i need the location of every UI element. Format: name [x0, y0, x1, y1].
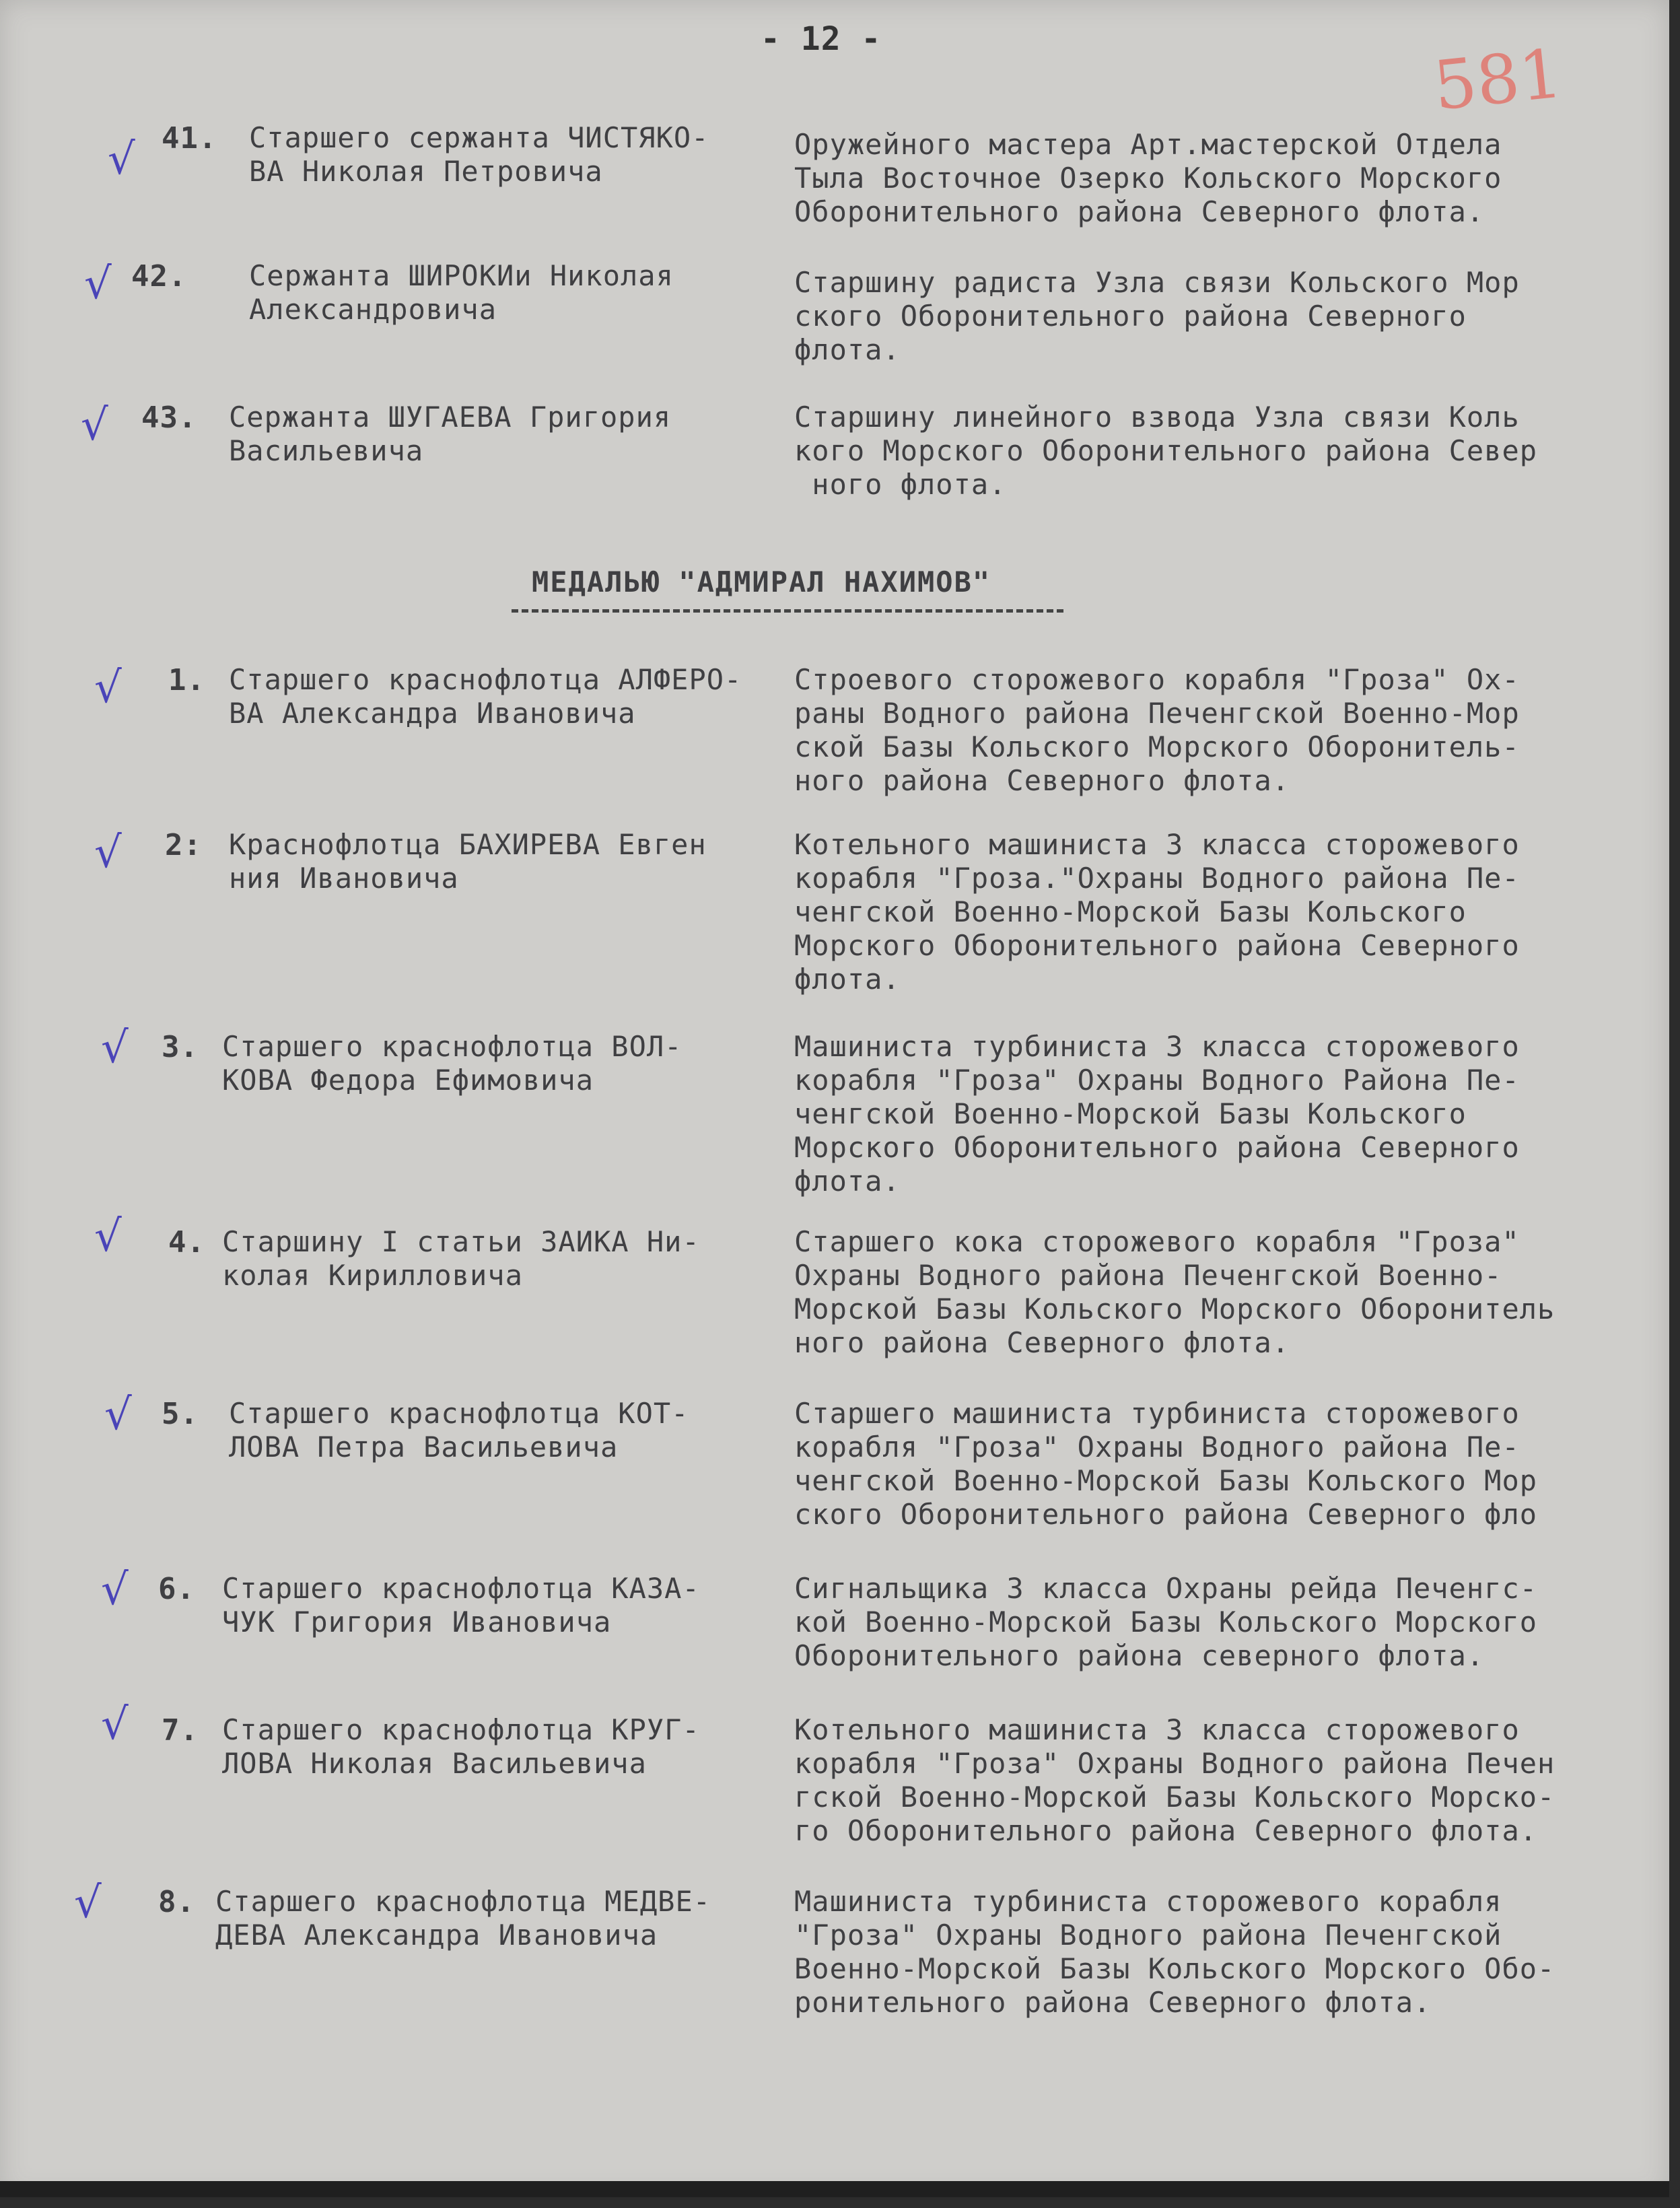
entry-number: 43.	[141, 401, 197, 435]
check-mark-icon: √	[84, 259, 112, 309]
check-mark-icon: √	[104, 1390, 132, 1440]
entry-name: Старшего краснофлотца КРУГ- ЛОВА Николая Васильевича	[222, 1713, 700, 1780]
entry-position: Сигнальщика 3 класса Охраны рейда Печенгс- кой Военно-Морской Базы Кольского Морского Оборонительного района северного флота.	[794, 1572, 1538, 1672]
entry-position: Котельного машиниста 3 класса сторожевого корабля "Гроза" Охраны Водного района Печен гской Военно-Морской Базы Кольского Морско- го Оборонительного района Северного флота.	[794, 1713, 1555, 1847]
entry-position: Котельного машиниста 3 класса сторожевого корабля "Гроза."Охраны Водного района Пе- ченгской Военно-Морской Базы Кольского Морского Оборонительного района Северного флота.	[794, 828, 1520, 996]
entry-name: Сержанта ШУГАЕВА Григория Васильевича	[229, 401, 672, 467]
entry-number: 2:	[165, 828, 202, 862]
entry-number: 6.	[158, 1572, 195, 1606]
check-mark-icon: √	[101, 1565, 129, 1615]
entry-number: 3.	[162, 1030, 199, 1064]
check-mark-icon: √	[101, 1023, 129, 1073]
entry-name: Старшего краснофлотца АЛФЕРО- ВА Александра Ивановича	[229, 663, 742, 730]
entry-position: Старшину радиста Узла связи Кольского Мор ского Оборонительного района Северного флота.	[794, 266, 1520, 366]
entry-position: Строевого сторожевого корабля "Гроза" Ох- раны Водного района Печенгской Военно-Мор ской Базы Кольского Морского Оборонитель- ного района Северного флота.	[794, 663, 1520, 797]
entry-name: Старшего краснофлотца ВОЛ- КОВА Федора Ефимовича	[222, 1030, 682, 1097]
check-mark-icon: √	[81, 401, 108, 450]
entry-number: 5.	[162, 1397, 199, 1431]
heading-underline	[512, 609, 1063, 613]
entry-name: Старшего краснофлотца МЕДВЕ- ДЕВА Александра Ивановича	[215, 1885, 711, 1952]
check-mark-icon: √	[94, 828, 122, 878]
entry-number: 8.	[158, 1885, 195, 1919]
check-mark-icon: √	[101, 1700, 129, 1750]
check-mark-icon: √	[94, 1212, 122, 1262]
entry-name: Старшину I статьи ЗАИКА Ни- колая Кирилловича	[222, 1225, 700, 1292]
entry-position: Старшину линейного взвода Узла связи Коль кого Морского Оборонительного района Север ного флота.	[794, 401, 1538, 501]
entry-number: 1.	[168, 663, 205, 697]
scan-bottom-edge	[0, 2181, 1669, 2197]
page-number: - 12 -	[761, 20, 882, 58]
entry-number: 4.	[168, 1225, 205, 1260]
entry-name: Старшего краснофлотца КОТ- ЛОВА Петра Васильевича	[229, 1397, 689, 1463]
entry-name: Краснофлотца БАХИРЕВА Евген ния Ивановича	[229, 828, 707, 895]
entry-position: Оружейного мастера Арт.мастерской Отдела Тыла Восточное Озерко Кольского Морского Оборонительного района Северного флота.	[794, 128, 1502, 228]
entry-number: 7.	[162, 1713, 199, 1748]
entry-name: Старшего сержанта ЧИСТЯКО- ВА Николая Петровича	[249, 121, 709, 188]
entry-name: Сержанта ШИРОКИи Николая Александровича	[249, 259, 674, 326]
section-heading: МЕДАЛЬЮ "АДМИРАЛ НАХИМОВ"	[532, 565, 991, 598]
entry-position: Старшего кока сторожевого корабля "Гроза" Охраны Водного района Печенгской Военно- Морской Базы Кольского Морского Оборонитель ного района Северного флота.	[794, 1225, 1555, 1359]
check-mark-icon: √	[94, 663, 122, 713]
archive-stamp-number: 581	[1430, 34, 1566, 126]
entry-position: Старшего машиниста турбиниста сторожевого корабля "Гроза" Охраны Водного района Пе- ченгской Военно-Морской Базы Кольского Мор ского Оборонительного района Северного фло	[794, 1397, 1538, 1531]
entry-position: Машиниста турбиниста сторожевого корабля "Гроза" Охраны Водного района Печенгской Военно-Морской Базы Кольского Морского Обо- ронительного района Северного флота.	[794, 1885, 1555, 2019]
entry-position: Машиниста турбиниста 3 класса сторожевого корабля "Гроза" Охраны Водного Района Пе- ченгской Военно-Морской Базы Кольского Морского Оборонительного района Северного флота.	[794, 1030, 1520, 1198]
check-mark-icon: √	[74, 1878, 102, 1928]
entry-number: 41.	[162, 121, 217, 156]
check-mark-icon: √	[108, 135, 135, 184]
entry-name: Старшего краснофлотца КАЗА- ЧУК Григория Ивановича	[222, 1572, 700, 1638]
entry-number: 42.	[131, 259, 187, 294]
